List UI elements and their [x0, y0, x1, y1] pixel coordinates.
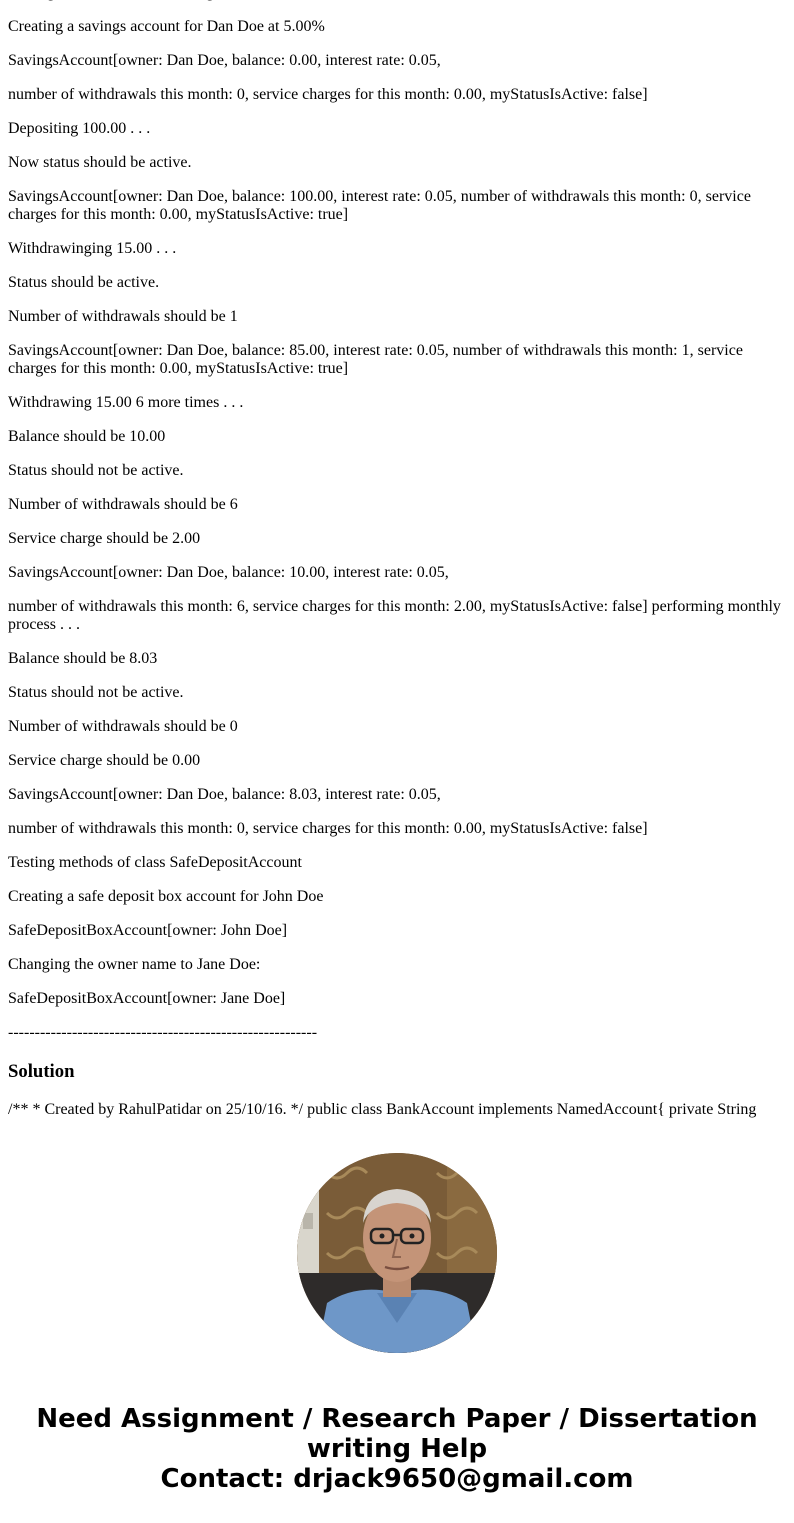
document-body: [8, 0, 786, 1135]
text-line: SavingsAccount[owner: Dan Doe, balance: 8.03, interest rate: 0.05,: [8, 786, 441, 803]
text-line: Withdrawing 15.00 6 more times . . .: [8, 394, 244, 411]
text-line: Withdrawinging 15.00 . . .: [8, 240, 177, 257]
text-line: Depositing 100.00 . . .: [8, 120, 151, 137]
text-line: Changing the owner name to Jane Doe:: [8, 956, 261, 973]
contact-banner: [0, 1404, 794, 1494]
text-line: Balance should be 10.00: [8, 428, 166, 445]
text-line: SafeDepositBoxAccount[owner: John Doe]: [8, 922, 288, 939]
text-line: Number of withdrawals should be 1: [8, 308, 238, 325]
text-line: Status should be active.: [8, 274, 160, 291]
text-line: Number of withdrawals should be 0: [8, 718, 238, 735]
text-line: Service charge should be 2.00: [8, 530, 201, 547]
text-line: number of withdrawals this month: 6, service charges for this month: 2.00, myStatusIsActive: false] performing monthly process . . .: [8, 598, 781, 633]
text-line: Service charge should be 0.00: [8, 752, 201, 769]
separator-line: ----------------------------------------------------------: [8, 1024, 318, 1041]
text-line: Creating a safe deposit box account for John Doe: [8, 888, 324, 905]
author-avatar: [297, 1153, 497, 1353]
text-line: SavingsAccount[owner: Dan Doe, balance: 10.00, interest rate: 0.05,: [8, 564, 449, 581]
promo-line: writing Help: [306, 1434, 488, 1464]
text-line: SavingsAccount[owner: Dan Doe, balance: 85.00, interest rate: 0.05, number of withdrawals this month: 1, service charges for this month: 0.00, myStatusIsActive: true]: [8, 342, 743, 377]
text-line: Now status should be active.: [8, 154, 192, 171]
contact-email: Contact: drjack9650@gmail.com: [160, 1464, 634, 1494]
promo-line: Need Assignment / Research Paper / Dissertation: [36, 1404, 758, 1434]
text-line: Testing methods of class SafeDepositAccount: [8, 854, 302, 871]
text-line: Status should not be active.: [8, 462, 184, 479]
solution-heading: Solution: [8, 1061, 75, 1082]
text-line: number of withdrawals this month: 0, service charges for this month: 0.00, myStatusIsActive: false]: [8, 820, 648, 837]
text-line: SafeDepositBoxAccount[owner: Jane Doe]: [8, 990, 286, 1007]
text-line: number of withdrawals this month: 0, service charges for this month: 0.00, myStatusIsActive: false]: [8, 86, 648, 103]
avatar-portrait-icon: [297, 1153, 497, 1353]
text-line: Number of withdrawals should be 6: [8, 496, 238, 513]
text-line: Status should not be active.: [8, 684, 184, 701]
solution-code: /** * Created by RahulPatidar on 25/10/16. */ public class BankAccount implements NamedAccount{ private String: [8, 1101, 757, 1118]
text-line: SavingsAccount[owner: Dan Doe, balance: 0.00, interest rate: 0.05,: [8, 52, 441, 69]
text-line: SavingsAccount[owner: Dan Doe, balance: 100.00, interest rate: 0.05, number of withdrawals this month: 0, service charges for this month: 0.00, myStatusIsActive: true]: [8, 188, 751, 223]
text-line: Creating a savings account for Dan Doe at 5.00%: [8, 18, 325, 35]
text-line: Balance should be 8.03: [8, 650, 158, 667]
text-line: [8, 0, 786, 2]
